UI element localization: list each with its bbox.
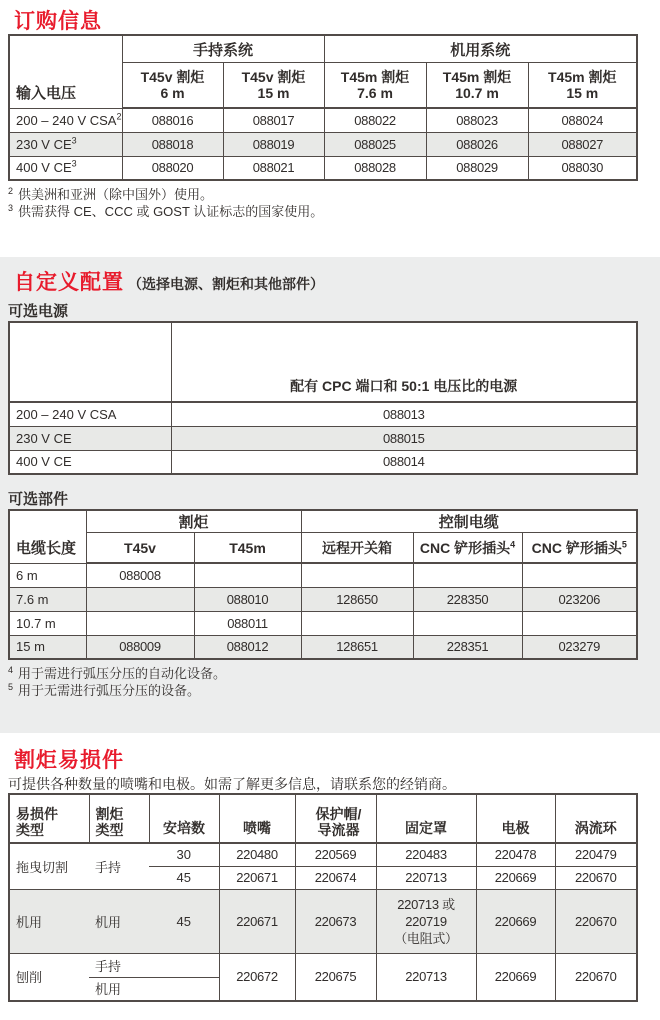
part-number-cell: 220669 [476,953,555,1001]
optional-parts-table [8,509,638,660]
table-row [9,563,637,587]
part-number-cell: 220670 [555,866,637,889]
part-number-cell: 128651 [301,635,413,659]
part-number-cell: 088013 [171,402,637,426]
handheld-system-group-header: 手持系统 [122,35,324,63]
length-label-cell: 6 m [9,563,86,587]
electrode-header: 电极 [476,794,555,843]
length-label-cell: 15 m [9,635,86,659]
input-voltage-header: 输入电压 [9,35,122,108]
table-row [9,889,637,953]
part-number-cell [86,611,194,635]
part-number-cell: 088030 [528,156,637,180]
amperage-cell: 30 [149,843,219,866]
part-number-cell: 220713 [376,866,476,889]
consumable-type-cell: 机用 [9,889,89,953]
part-number-cell [522,563,637,587]
part-number-cell: 088019 [223,132,324,156]
table-row [9,426,637,450]
retaining-cap-header: 固定罩 [376,794,476,843]
part-number-cell: 220674 [295,866,376,889]
part-number-cell: 220479 [555,843,637,866]
voltage-label-cell: 230 V $CE^3$ [9,132,122,156]
torch-type-cell: 机用 [89,977,219,1001]
ordering-info-title: 订购信息 [14,10,102,33]
footnotes [8,186,660,220]
part-number-cell: 088024 [528,108,637,132]
consumables-section [0,733,660,1020]
table-row [9,108,637,132]
part-number-cell: 128650 [301,587,413,611]
part-number-cell: 088027 [528,132,637,156]
part-number-cell: 088009 [86,635,194,659]
voltage-label-cell: 230 V CE [9,426,171,450]
part-number-cell [413,563,522,587]
swirl-ring-header: 涡流环 [555,794,637,843]
custom-config-title: 自定义配置 （选择电源、割炬和其他部件） [14,271,324,294]
torch-column-header: T45m 割炬 7.6 m [324,63,426,109]
part-number-cell: 220673 [295,889,376,953]
part-number-cell: 220569 [295,843,376,866]
part-number-cell: 023279 [522,635,637,659]
part-number-cell: 088021 [223,156,324,180]
amperage-cell: 45 [149,889,219,953]
column-header: CNC 铲形插头$^5$ [522,533,637,564]
table-row [9,156,637,180]
footnote: $^3$ 供需获得 CE、CCC 或 GOST 认证标志的国家使用。 [8,202,324,219]
part-number-cell: 220713 或 220719 （电阻式） [376,889,476,953]
part-number-cell: 088008 [86,563,194,587]
part-number-cell: 220669 [476,889,555,953]
part-number-cell: 228351 [413,635,522,659]
footnote: $^5$ 用于无需进行弧压分压的设备。 [8,681,201,698]
part-number-cell: 088020 [122,156,223,180]
part-number-cell [86,587,194,611]
part-number-cell [301,563,413,587]
part-number-cell [522,611,637,635]
cable-length-header: 电缆长度 [9,510,86,563]
ordering-info-table [8,34,638,181]
consumable-type-cell: 拖曳切割 [9,843,89,889]
torch-type-cell: 机用 [89,889,149,953]
table-row [9,450,637,474]
voltage-label-cell: 200 – 240 V CSA [9,402,171,426]
part-number-cell: 088026 [426,132,528,156]
column-header: T45v [86,533,194,564]
custom-config-subtitle: （选择电源、割炬和其他部件） [128,276,324,292]
part-number-cell: 220483 [376,843,476,866]
amperage-header: 安培数 [149,794,219,843]
part-number-cell: 088029 [426,156,528,180]
part-number-cell: 088017 [223,108,324,132]
table-row [9,402,637,426]
part-number-cell: 220713 [376,953,476,1001]
part-number-cell: 088018 [122,132,223,156]
part-number-cell: 220675 [295,953,376,1001]
torch-column-header: T45v 割炬 6 m [122,63,223,109]
part-number-cell: 220480 [219,843,295,866]
part-number-cell: 088015 [171,426,637,450]
part-number-cell: 220670 [555,889,637,953]
footnote: $^4$ 用于需进行弧压分压的自动化设备。 [8,664,227,681]
amperage-cell: 45 [149,866,219,889]
part-number-cell: 088011 [194,611,301,635]
length-label-cell: 7.6 m [9,587,86,611]
consumable-type-header: 易损件 类型 [9,794,89,843]
voltage-label-cell: 400 V CE [9,450,171,474]
footnote: $^2$ 供美洲和亚洲（除中国外）使用。 [8,185,214,202]
voltage-label-cell: 400 V $CE^3$ [9,156,122,180]
part-number-cell: 220672 [219,953,295,1001]
torch-group-header: 割炬 [86,510,301,533]
ordering-info-section [0,0,660,257]
part-number-cell: 088016 [122,108,223,132]
table-row [9,635,637,659]
part-number-cell: 088028 [324,156,426,180]
part-number-cell: 023206 [522,587,637,611]
power-supply-table [8,321,638,475]
shield-header: 保护帽/ 导流器 [295,794,376,843]
torch-type-header: 割炬 类型 [89,794,149,843]
consumables-title: 割炬易损件 [14,749,124,772]
table-row [9,843,637,866]
optional-parts-heading: 可选部件 [8,491,69,508]
voltage-label-cell: 200 – 240 V CSA$^2$ [9,108,122,132]
column-header: CNC 铲形插头$^4$ [413,533,522,564]
part-number-cell: 088012 [194,635,301,659]
nozzle-header: 喷嘴 [219,794,295,843]
consumables-intro: 可提供各种数量的喷嘴和电极。如需了解更多信息，请联系您的经销商。 [8,776,456,792]
table-row [9,587,637,611]
empty-header-cell [9,322,171,402]
column-header: 远程开关箱 [301,533,413,564]
control-cable-group-header: 控制电缆 [301,510,637,533]
part-number-cell: 088023 [426,108,528,132]
part-number-cell: 088014 [171,450,637,474]
custom-config-section [0,257,660,733]
table-row [9,132,637,156]
consumables-table [8,793,638,1002]
mechanized-system-group-header: 机用系统 [324,35,637,63]
part-number-cell: 220478 [476,843,555,866]
table-row [9,953,637,977]
part-number-cell [413,611,522,635]
footnotes [8,665,660,699]
cpc-power-header: 配有 CPC 端口和 50:1 电压比的电源 [171,322,637,402]
part-number-cell: 220671 [219,866,295,889]
part-number-cell: 088010 [194,587,301,611]
part-number-cell [301,611,413,635]
part-number-cell: 088025 [324,132,426,156]
torch-column-header: T45v 割炬 15 m [223,63,324,109]
part-number-cell [194,563,301,587]
part-number-cell: 220670 [555,953,637,1001]
part-number-cell: 228350 [413,587,522,611]
part-number-cell: 220671 [219,889,295,953]
part-number-cell: 220669 [476,866,555,889]
column-header: T45m [194,533,301,564]
torch-type-cell: 手持 [89,953,219,977]
table-row [9,611,637,635]
torch-column-header: T45m 割炬 15 m [528,63,637,109]
length-label-cell: 10.7 m [9,611,86,635]
consumable-type-cell: 刨削 [9,953,89,1001]
torch-column-header: T45m 割炬 10.7 m [426,63,528,109]
torch-type-cell: 手持 [89,843,149,889]
power-options-heading: 可选电源 [8,303,69,320]
part-number-cell: 088022 [324,108,426,132]
